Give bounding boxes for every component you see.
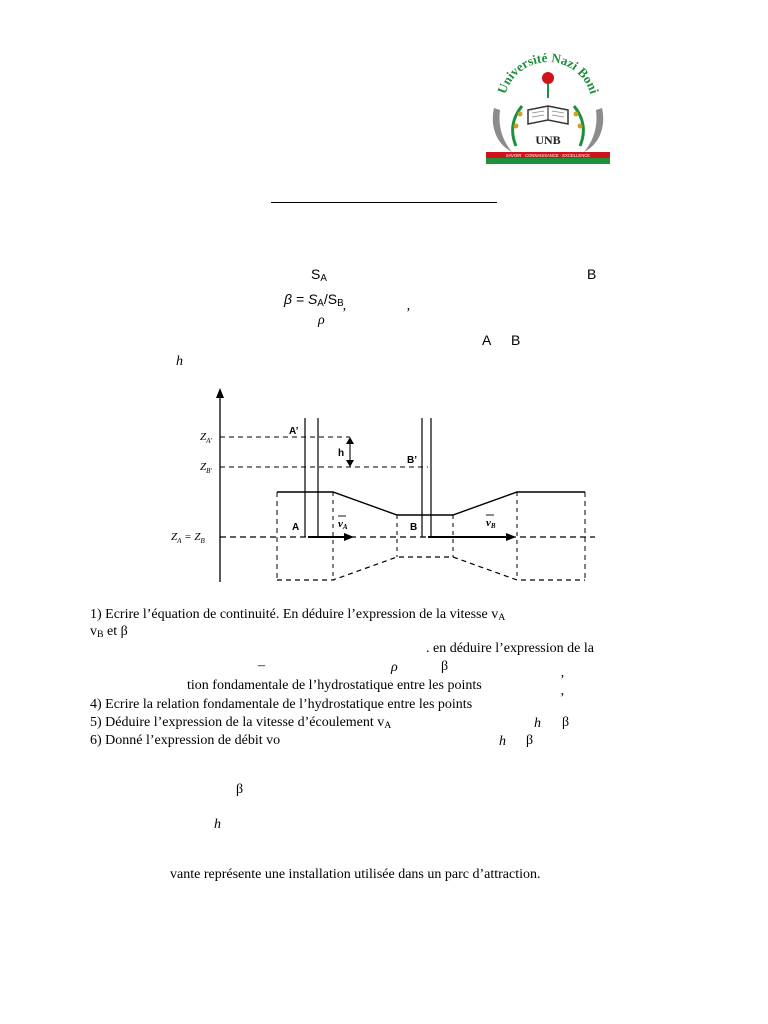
question-2-rho: ρ xyxy=(391,660,398,675)
beta-definition: $\beta = S_A/S_B$ xyxy=(284,291,344,309)
label-a: A xyxy=(292,522,300,533)
question-2-beta: β xyxy=(441,659,449,674)
logo-abbrev: UNB xyxy=(535,133,561,147)
apostrophe-2: ’ xyxy=(406,306,411,321)
point-a-label: A xyxy=(482,332,492,348)
question-5-beta: β xyxy=(562,715,570,730)
label-za-prime: $Z_{A'}$ xyxy=(200,431,212,445)
logo-motto: SAVOIR · CONNAISSANCE · EXCELLENCE xyxy=(505,153,591,158)
logo-right-wreath xyxy=(584,108,603,152)
question-3: tion fondamentale de l’hydrostatique entre les points xyxy=(187,678,482,693)
z-axis-arrow xyxy=(216,388,224,398)
label-vb: vB xyxy=(486,517,496,530)
question-6-beta: β xyxy=(526,733,534,748)
h-symbol-lower: h xyxy=(214,817,221,832)
label-zb-prime: $Z_{B'}$ xyxy=(200,461,212,475)
title-underline xyxy=(271,202,497,203)
sa-symbol: $S_A$ xyxy=(311,266,327,284)
apostrophe-1: ’ xyxy=(342,306,347,321)
label-b-prime: B’ xyxy=(407,455,417,466)
beta-symbol-lower: β xyxy=(236,782,244,797)
point-b-top: B xyxy=(587,266,597,282)
point-b-label: B xyxy=(511,332,521,348)
rho-symbol: ρ xyxy=(318,313,325,328)
question-2-dash: – xyxy=(258,658,265,673)
exercise-2-intro: vante représente une installation utilisée dans un parc d’attraction. xyxy=(170,867,541,882)
question-4-mark: ’ xyxy=(560,691,565,706)
university-logo xyxy=(486,48,610,168)
logo-green-band xyxy=(486,158,610,164)
venturi-diagram xyxy=(150,382,600,590)
question-5-h: h xyxy=(534,716,541,731)
label-va: vA xyxy=(338,518,348,531)
label-b: B xyxy=(410,522,418,533)
logo-left-wreath xyxy=(493,108,512,152)
question-6: 6) Donné l’expression de débit vo xyxy=(90,733,281,748)
question-2-tail: . en déduire l’expression de la xyxy=(426,641,594,656)
label-za-eq-zb: $Z_A = Z_B$ xyxy=(171,531,205,545)
label-h: h xyxy=(338,448,345,459)
question-4: 4) Ecrire la relation fondamentale de l’hydrostatique entre les points xyxy=(90,697,473,712)
question-1-cont: $v_B$ et β xyxy=(90,624,128,640)
question-5: 5) Déduire l’expression de la vitesse d’écoulement $v_A$ xyxy=(90,715,392,731)
label-a-prime: A’ xyxy=(289,426,299,437)
h-symbol: h xyxy=(176,354,183,369)
logo-ring-text: Université Nazi Boni xyxy=(494,49,602,96)
question-1: 1) Ecrire l’équation de continuité. En déduire l’expression de la vitesse $v_A$ xyxy=(90,607,506,623)
question-3-mark: ’ xyxy=(560,673,565,688)
logo-flower xyxy=(542,72,554,84)
question-6-h: h xyxy=(499,734,506,749)
pipe-bottom-wall xyxy=(277,557,585,580)
